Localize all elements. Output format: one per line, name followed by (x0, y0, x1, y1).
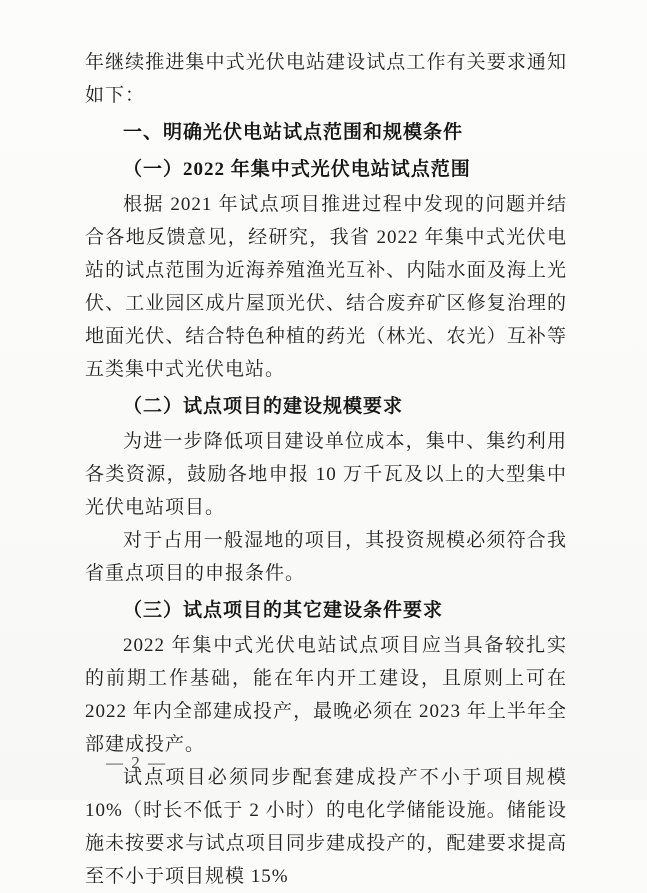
paragraph-scale-requirement: 为进一步降低项目建设单位成本，集中、集约利用各类资源，鼓励各地申报 10 万千瓦及以上的大型集中光伏电站项目。 (85, 431, 567, 518)
subsection-heading-1-3: （三）试点项目的其它建设条件要求 (123, 600, 444, 621)
paragraph-pilot-scope: 根据 2021 年试点项目推进过程中发现的问题并结合各地反馈意见，经研究，我省 2022 年集中式光伏电站的试点范围为近海养殖渔光互补、内陆水面及海上光伏、工业园区成片屋顶光伏、结合废弃矿区修复治理的地面光伏、结合特色种植的药光（林光、农光）互补等五类集中式光伏电站。 (85, 194, 567, 380)
subsection-heading-1-1: （一）2022 年集中式光伏电站试点范围 (123, 159, 471, 180)
page-number: — 2 — (106, 753, 167, 772)
paragraph-energy-storage-requirement: 试点项目必须同步配套建成投产不小于项目规模 10%（时长不低于 2 小时）的电化学储能设施。储能设施未按要求与试点项目同步建成投产的，配建要求提高至不小于项目规模 15% (85, 767, 567, 887)
paragraph-wetland-projects: 对于占用一般湿地的项目，其投资规模必须符合我省重点项目的申报条件。 (85, 530, 567, 584)
paragraph-continued-from-previous-page: 年继续推进集中式光伏电站建设试点工作有关要求通知如下： (85, 52, 567, 106)
section-heading-1: 一、明确光伏电站试点范围和规模条件 (123, 122, 464, 143)
paragraph-construction-timeline: 2022 年集中式光伏电站试点项目应当具备较扎实的前期工作基础，能在年内开工建设，且原则上可在 2022 年内全部建成投产，最晚必须在 2023 年上半年全部建成投产。 (85, 635, 567, 755)
subsection-heading-1-2: （二）试点项目的建设规模要求 (123, 396, 404, 417)
